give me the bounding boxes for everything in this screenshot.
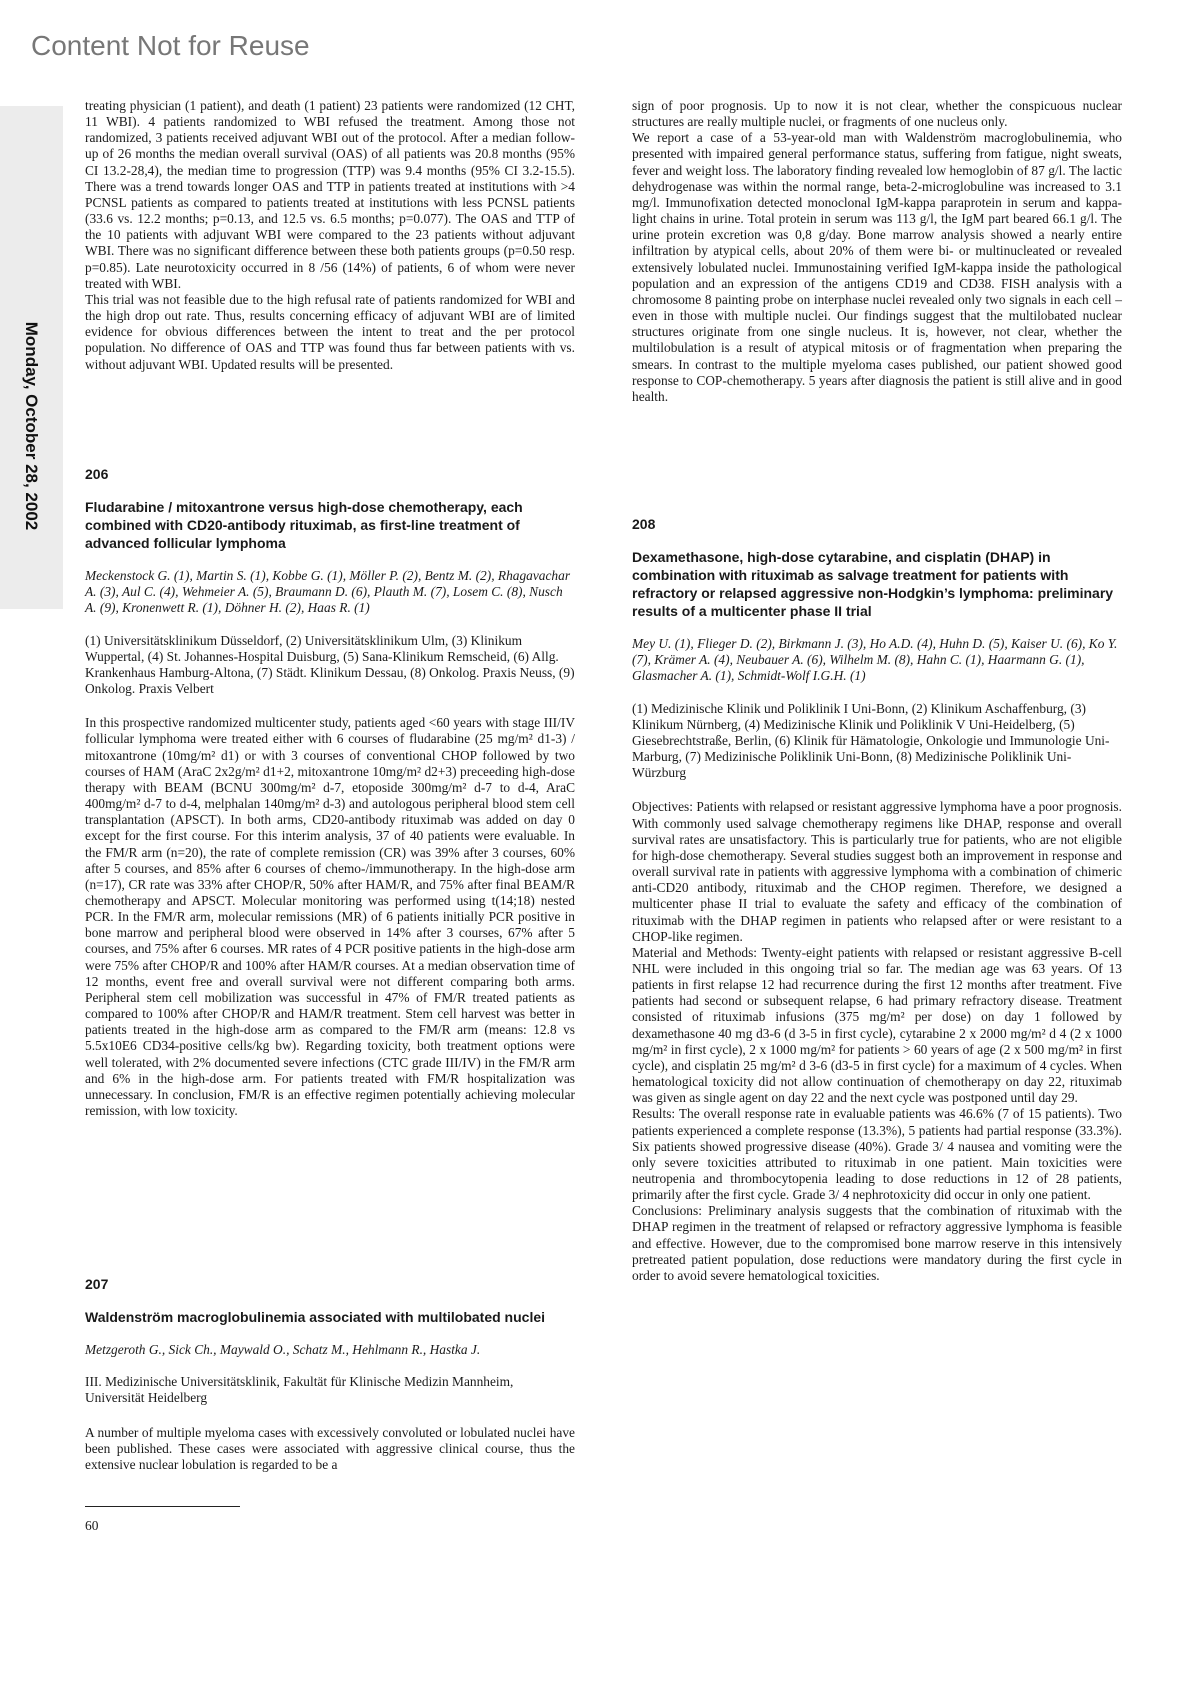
abstract-body: In this prospective randomized multicenter study, patients aged <60 years with stage III/IV follicular lymphoma were treated either with 6 courses of fludarabine (25 mg/m² d1-3) / mitoxantrone (10mg/m² d1) or with 3 courses of conventional CHOP followed by two courses of HAM (AraC 2x2g/m² d1+2, mitoxantrone 10mg/m² d2+3) preceeding high-dose therapy with BEAM (BCNU 300mg/m² d-7, etoposide 300mg/m² d-7 to d-4, AraC 400mg/m² d-7 to d-4, melphalan 140mg/m² d-3) and autologous peripheral blood stem cell transplantation (APSCT). In both arms, CD20-antibody rituximab was added on day 0 except for the first course. For this interim analysis, 37 of 40 patients were evaluable. In the FM/R arm (n=20), the rate of complete remission (CR) was 39% after 3 courses, 60% after 5 courses, and 85% after 6 courses of chemo-/immunotherapy. In the high-dose arm (n=17), CR rate was 33% after CHOP/R, 50% after HAM/R, and 75% after final BEAM/R chemotherapy and APSCT. Molecular monitoring was performed using t(14;18) nested PCR. In the FM/R arm, molecular remissions (MR) of 6 patients initially PCR positive in bone marrow and peripheral blood were observed in 14% after 3 courses, 67% after 5 courses, and 75% after 6 courses. MR rates of 4 PCR positive patients in the high-dose arm were 75% after CHOP/R and 100% after HAM/R courses. At a median observation time of 12 months, event free and overall survival were not different comparing both arms. Peripheral stem cell mobilization was successful in 47% of FM/R treated patients as compared to 100% after CHOP/R and HAM/R treatment. Stem cell harvest was better in patients treated in the high-dose arm as compared to the FM/R arm (means: 12.8 vs 5.5x10E6 CD34-positive cells/kg bw). Regarding toxicity, both treatment options were well tolerated, with 2% documented severe infections (CTC grade III/IV) in the FM/R arm and 6% in the high-dose arm. For patients treated with FM/R hospitalization was unnecessary. In conclusion, FM/R is an effective regimen potentially achieving molecular remission, with low toxicity. — [85, 715, 575, 1118]
abstract-number: 207 — [85, 1276, 109, 1292]
abstract-number: 208 — [632, 516, 656, 532]
abstract-authors: Meckenstock G. (1), Martin S. (1), Kobbe G. (1), Möller P. (2), Bentz M. (2), Rhagavachar A. (3), Aul C. (4), Wehmeier A. (5), Braumann D. (6), Plauth M. (7), Losem C. (8), Nusch A. (9), Kronenwett R. (1), Döhner H. (2), Haas R. (1) — [85, 568, 571, 616]
abstract-conclusions: Conclusions: Preliminary analysis suggests that the combination of rituximab with the DHAP regimen in the treatment of relapsed or refractory aggressive lymphoma is feasible and effective. However, due to the compromised bone marrow reserve in this intensively pretreated patient population, dose reductions were mandatory during the first cycle in order to avoid severe hematological toxicities. — [632, 1203, 1122, 1283]
abstract-methods: Material and Methods: Twenty-eight patients with relapsed or resistant aggressive B-cell NHL were included in this ongoing trial so far. The median age was 63 years. Of 13 patients in first relapse 12 had recurrence during the first 12 months after treatment. Five patients had second or subsequent relapse, 6 had primary refractory disease. Treatment consisted of rituximab infusions (375 mg/m² per dose) on day 1 followed by dexamethasone 40 mg d3-6 (d 3-5 in first cycle), cytarabine 2 x 2000 mg/m² d 4 (2 x 1000 mg/m² in first cycle), 2 x 1000 mg/m² for patients > 60 years of age (2 x 500 mg/m² in first cycle), and cisplatin 25 mg/m² d 3-6 (d3-5 in first cycle) for a maximum of 4 cycles. When hematological toxicity did not allow continuation of chemotherapy on day 22, rituximab was given as single agent on day 22 and the next cycle was postponed until day 29. — [632, 944, 1122, 1106]
watermark: Content Not for Reuse — [31, 30, 310, 61]
abstract-objectives: Objectives: Patients with relapsed or resistant aggressive lymphoma have a poor prognosis. With commonly used salvage chemotherapy regimens like DHAP, response and overall survival rates are unsatisfactory. This is particularly true for patients, who are not eligible for high-dose chemotherapy. Several studies suggest both an improvement in response and overall survival rate in patients with aggressive lymphoma with a combination of chimeric anti-CD20 antibody, rituximab and the CHOP regimen. Therefore, we designed a multicenter phase II trial to evaluate the safety and efficacy of the combination of rituximab with the DHAP regimen in patients who relapsed after or were resistant to a CHOP-like regimen. — [632, 799, 1122, 944]
paragraph: sign of poor prognosis. Up to now it is not clear, whether the conspicuous nuclear structures are really multiple nuclei, or fragments of one nucleus only. — [632, 98, 1122, 130]
abstract-title: Dexamethasone, high-dose cytarabine, and cisplatin (DHAP) in combination with rituximab as salvage treatment for patients with refractory or relapsed aggressive non-Hodgkin’s lymphoma: preliminary results of a multicenter phase II trial — [632, 549, 1114, 620]
abstract-title: Waldenström macroglobulinemia associated with multilobated nuclei — [85, 1309, 546, 1326]
abstract-208 — [632, 516, 1122, 1284]
sidebar-date: Monday, October 28, 2002 — [22, 321, 41, 531]
abstract-body: A number of multiple myeloma cases with excessively convoluted or lobulated nuclei have been published. These cases were associated with aggressive clinical course, thus the extensive nuclear lobulation is regarded to be a — [85, 1424, 575, 1472]
date-sidebar — [0, 106, 63, 609]
page-number: 60 — [85, 1518, 99, 1533]
abstract-affiliations: (1) Medizinische Klinik und Poliklinik I Uni-Bonn, (2) Klinikum Aschaffenburg, (3) Klinikum Nürnberg, (4) Medizinische Klinik und Poliklinik V Uni-Heidelberg, (5) Giesebrechtstraße, Berlin, (6) Klinik für Hämatologie, Onkologie und Immunologie Uni-Marburg, (7) Medizinische Poliklinik Uni-Bonn, (8) Medizinische Poliklinik Uni-Würzburg — [632, 700, 1110, 781]
paragraph: treating physician (1 patient), and death (1 patient) 23 patients were randomized (12 CHT, 11 WBI). 4 patients randomized to WBI refused the treatment. Among those not randomized, 3 patients received adjuvant WBI out of the protocol. After a median follow-up of 26 months the median overall survival (OAS) of all patients was 20.8 months (95% CI 13.2-28,4), the median time to progression (TTP) was 9.4 months (95% CI 3.2-15.5). There was a trend towards longer OAS and TTP in patients treated at institutions with >4 PCNSL patients as compared to patients treated at institutions with less PCNSL patients (33.6 vs. 12.2 months; p=0.13, and 12.5 vs. 6.5 months; p=0.077). The OAS and TTP of the 10 patients with adjuvant WBI were compared to the 23 patients without adjuvant WBI. There was no significant difference between these both patients groups (p=0.50 resp. p=0.85). Late neurotoxicity occurred in 8 /56 (14%) of patients, 6 of whom were never treated with WBI. — [85, 98, 575, 291]
paragraph: This trial was not feasible due to the high refusal rate of patients randomized for WBI and the high drop out rate. Thus, results concerning efficacy of adjuvant WBI are of limited evidence for obvious differences between the intent to treat and the per protocol population. No difference of OAS and TTP was found thus far between patients with vs. without adjuvant WBI. Updated results will be presented. — [85, 291, 575, 372]
abstract-authors: Metzgeroth G., Sick Ch., Maywald O., Schatz M., Hehlmann R., Hastka J. — [85, 1342, 481, 1358]
footnote-rule — [85, 1506, 240, 1507]
abstract-authors: Mey U. (1), Flieger D. (2), Birkmann J. (3), Ho A.D. (4), Huhn D. (5), Kaiser U. (6), Ko Y. (7), Krämer A. (4), Neubauer A. (6), Wilhelm M. (8), Hahn C. (1), Haarmann G. (1), Glasmacher A. (1), Schmidt-Wolf I.G.H. (1) — [632, 636, 1118, 684]
abstract-affiliations: (1) Universitätsklinikum Düsseldorf, (2) Universitätsklinikum Ulm, (3) Klinikum Wuppertal, (4) St. Johannes-Hospital Duisburg, (5) Sana-Klinikum Remscheid, (6) Allg. Krankenhaus Hamburg-Altona, (7) Städt. Klinikum Dessau, (8) Onkolog. Praxis Neuss, (9) Onkolog. Praxis Velbert — [85, 632, 575, 697]
abstract-206 — [85, 466, 575, 1119]
abstract-affiliations: III. Medizinische Universitätsklinik, Fakultät für Klinische Medizin Mannheim, Universität Heidelberg — [85, 1374, 514, 1406]
abstract-number: 206 — [85, 466, 109, 482]
abstract-title: Fludarabine / mitoxantrone versus high-dose chemotherapy, each combined with CD20-antibody rituximab, as first-line treatment of advanced follicular lymphoma — [85, 499, 523, 552]
abstract-207 — [85, 1276, 575, 1473]
abstract-207-continued — [632, 98, 1122, 405]
paragraph: We report a case of a 53-year-old man with Waldenström macroglobulinemia, who presented with impaired general performance status, suffering from fatigue, night sweats, fever and weight loss. The laboratory finding revealed low hemoglobin of 87 g/l. The lactic dehydrogenase was within the normal range, beta-2-microglobuline was increased to 3.1 mg/l. Immunofixation detected monoclonal IgM-kappa paraprotein in serum and kappa-light chains in urine. Total protein in serum was 113 g/l, the IgM part beared 66.1 g/l. The urine protein excretion was 0,8 g/day. Bone marrow analysis showed a nearly entire infiltration by atypical cells, about 20% of them were bi- or multinucleated or revealed extensively lobulated nuclei. Immunostaining verified IgM-kappa inside the pathological population and an expression of the antigens CD19 and CD38. FISH analysis with a chromosome 8 painting probe on interphase nuclei revealed only two signals in each cell – even in those with multiple nuclei. Our findings suggest that the multilobated nuclear structures originate from one single nucleus. It is, however, not clear, whether the multilobulation is a result of atypical mitosis or of fragmentation when preparing the smears. In contrast to the multiple myeloma cases published, our patient showed good response to COP-chemotherapy. 5 years after diagnosis the patient is still alive and in good health. — [632, 130, 1122, 404]
left-column-continuation — [85, 98, 575, 373]
abstract-results: Results: The overall response rate in evaluable patients was 46.6% (7 of 15 patients). Two patients experienced a complete response (13.3%), 5 patients had partial response (33.3%). Six patients showed progressive disease (40%). Grade 3/ 4 nausea and vomiting were the only severe toxicities attributed to rituximab in one patient. Main toxicities were neutropenia and thrombocytopenia leading to dose reductions in 12 of 28 patients, primarily after the first cycle. Grade 3/ 4 nephrotoxicity did occur in only one patient. — [632, 1106, 1122, 1203]
